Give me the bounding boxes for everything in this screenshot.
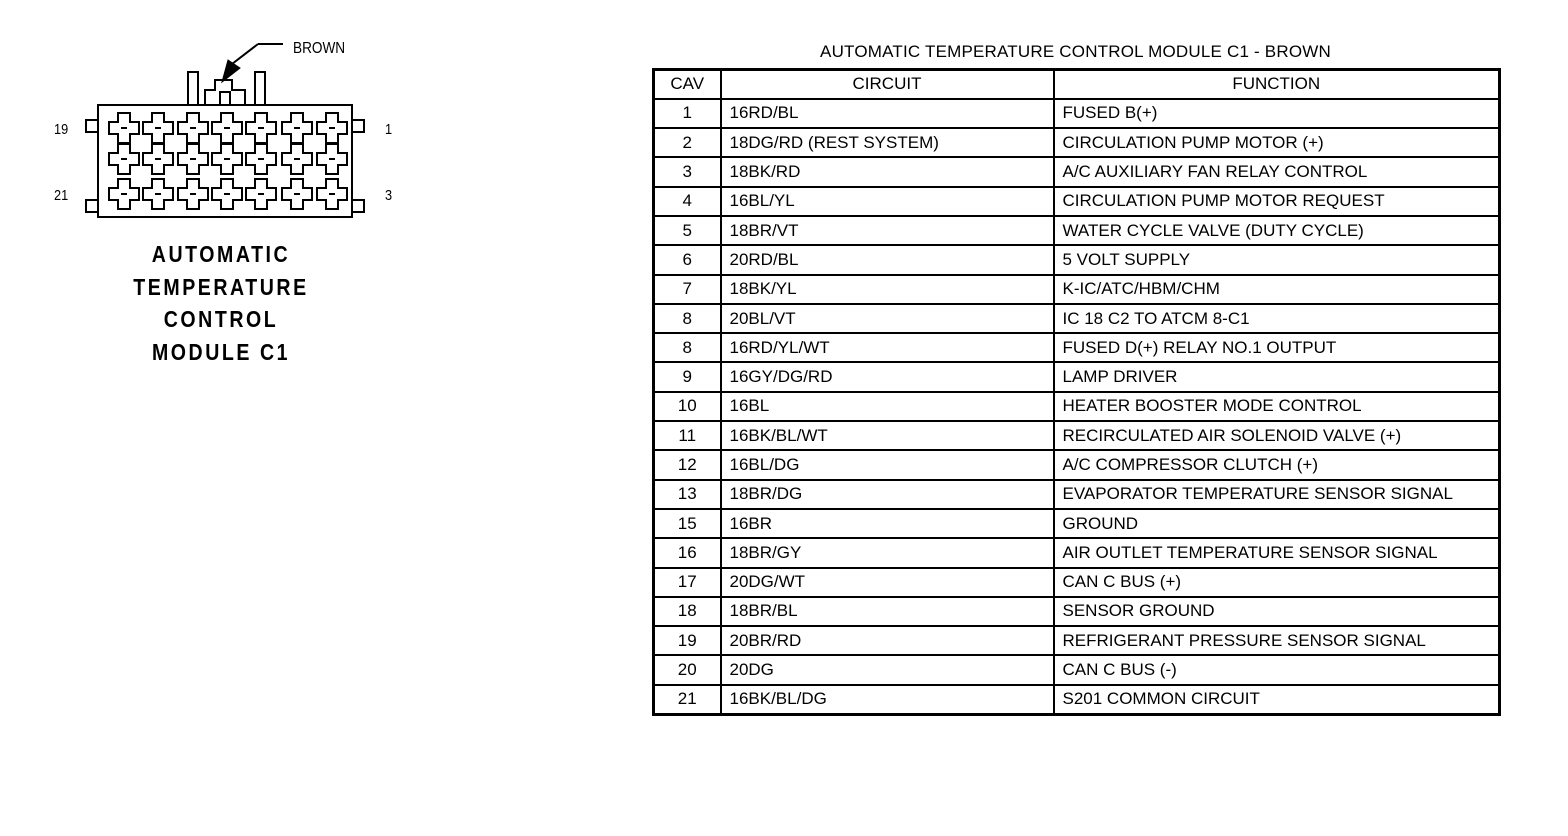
table-row — [654, 187, 1500, 216]
cell-circuit: 20DG — [721, 655, 1054, 684]
cell-circuit: 18BR/BL — [721, 597, 1054, 626]
cell-cav: 9 — [654, 362, 721, 391]
table-caption: AUTOMATIC TEMPERATURE CONTROL MODULE C1 - BROWN — [820, 42, 1331, 61]
leader-line-diagonal — [232, 44, 258, 64]
table-row — [654, 685, 1500, 714]
pin-label-bottom-right: 3 — [385, 187, 393, 204]
cell-function: FUSED D(+) RELAY NO.1 OUTPUT — [1054, 333, 1500, 362]
cell-circuit: 18BR/DG — [721, 480, 1054, 509]
cell-function: A/C AUXILIARY FAN RELAY CONTROL — [1054, 157, 1500, 186]
cell-circuit: 16BL/DG — [721, 450, 1054, 479]
pin-label-top-left: 19 — [54, 121, 69, 138]
header-circuit: CIRCUIT — [721, 70, 1054, 99]
cell-circuit: 16BL — [721, 392, 1054, 421]
cell-function: LAMP DRIVER — [1054, 362, 1500, 391]
table-row — [654, 392, 1500, 421]
cell-function: CAN C BUS (+) — [1054, 568, 1500, 597]
connector-title-line-4: MODULE C1 — [151, 338, 291, 365]
cell-cav: 21 — [654, 685, 721, 714]
table-row — [654, 128, 1500, 157]
connector-title — [122, 238, 319, 368]
cell-function: WATER CYCLE VALVE (DUTY CYCLE) — [1054, 216, 1500, 245]
header-cav: CAV — [654, 70, 721, 99]
cell-function: REFRIGERANT PRESSURE SENSOR SIGNAL — [1054, 626, 1500, 655]
cell-circuit: 20DG/WT — [721, 568, 1054, 597]
table-row — [654, 333, 1500, 362]
table-row — [654, 655, 1500, 684]
latch-post-left — [188, 72, 198, 105]
table-row — [654, 480, 1500, 509]
cell-circuit: 18DG/RD (REST SYSTEM) — [721, 128, 1054, 157]
cell-cav: 8 — [654, 333, 721, 362]
latch-key — [220, 92, 230, 105]
cell-circuit: 18BK/RD — [721, 157, 1054, 186]
table-header-row — [654, 70, 1500, 99]
cell-function: K-IC/ATC/HBM/CHM — [1054, 275, 1500, 304]
cell-function: CIRCULATION PUMP MOTOR (+) — [1054, 128, 1500, 157]
cell-function: AIR OUTLET TEMPERATURE SENSOR SIGNAL — [1054, 538, 1500, 567]
cell-circuit: 16RD/YL/WT — [721, 333, 1054, 362]
pin-label-bottom-left: 21 — [54, 187, 69, 204]
table-row — [654, 626, 1500, 655]
cell-circuit: 18BK/YL — [721, 275, 1054, 304]
table-row — [654, 362, 1500, 391]
cell-cav: 10 — [654, 392, 721, 421]
cell-function: SENSOR GROUND — [1054, 597, 1500, 626]
connector-face-drawing — [0, 0, 440, 240]
housing-ear-right-top — [352, 120, 364, 132]
leader-arrowhead — [222, 60, 240, 82]
connector-title-line-1: AUTOMATIC — [151, 241, 291, 267]
cell-circuit: 16GY/DG/RD — [721, 362, 1054, 391]
cell-function: HEATER BOOSTER MODE CONTROL — [1054, 392, 1500, 421]
cell-circuit: 20BL/VT — [721, 304, 1054, 333]
cell-cav: 12 — [654, 450, 721, 479]
cell-circuit: 16BL/YL — [721, 187, 1054, 216]
cell-cav: 19 — [654, 626, 721, 655]
pin-label-top-right: 1 — [385, 121, 393, 138]
table-row — [654, 597, 1500, 626]
housing-ear-left-top — [86, 120, 98, 132]
cell-cav: 18 — [654, 597, 721, 626]
cell-circuit: 16RD/BL — [721, 99, 1054, 128]
cell-function: CIRCULATION PUMP MOTOR REQUEST — [1054, 187, 1500, 216]
connector-diagram — [0, 0, 440, 400]
housing-ear-left-bottom — [86, 200, 98, 212]
cell-function: EVAPORATOR TEMPERATURE SENSOR SIGNAL — [1054, 480, 1500, 509]
cell-circuit: 16BK/BL/WT — [721, 421, 1054, 450]
cell-cav: 8 — [654, 304, 721, 333]
cell-circuit: 18BR/VT — [721, 216, 1054, 245]
cell-cav: 4 — [654, 187, 721, 216]
table-row — [654, 275, 1500, 304]
connector-title-line-2: TEMPERATURE — [133, 273, 309, 300]
cell-function: FUSED B(+) — [1054, 99, 1500, 128]
cell-circuit: 16BR — [721, 509, 1054, 538]
table-row — [654, 99, 1500, 128]
cell-cav: 7 — [654, 275, 721, 304]
table-row — [654, 509, 1500, 538]
cell-cav: 11 — [654, 421, 721, 450]
cell-cav: 1 — [654, 99, 721, 128]
cell-cav: 2 — [654, 128, 721, 157]
table-row — [654, 568, 1500, 597]
table-row — [654, 157, 1500, 186]
pinout-table — [652, 68, 1501, 716]
cell-function: RECIRCULATED AIR SOLENOID VALVE (+) — [1054, 421, 1500, 450]
header-function: FUNCTION — [1054, 70, 1500, 99]
cell-circuit: 20RD/BL — [721, 245, 1054, 274]
cell-function: A/C COMPRESSOR CLUTCH (+) — [1054, 450, 1500, 479]
table-row — [654, 245, 1500, 274]
cell-cav: 15 — [654, 509, 721, 538]
connector-title-line-3: CONTROL — [163, 306, 279, 332]
table-row — [654, 216, 1500, 245]
cell-circuit: 18BR/GY — [721, 538, 1054, 567]
cell-cav: 17 — [654, 568, 721, 597]
cell-circuit: 16BK/BL/DG — [721, 685, 1054, 714]
cell-cav: 5 — [654, 216, 721, 245]
cell-cav: 13 — [654, 480, 721, 509]
table-row — [654, 450, 1500, 479]
cell-cav: 6 — [654, 245, 721, 274]
cell-function: S201 COMMON CIRCUIT — [1054, 685, 1500, 714]
cell-cav: 16 — [654, 538, 721, 567]
cell-function: IC 18 C2 TO ATCM 8-C1 — [1054, 304, 1500, 333]
cell-cav: 20 — [654, 655, 721, 684]
cell-function: 5 VOLT SUPPLY — [1054, 245, 1500, 274]
table-row — [654, 538, 1500, 567]
cell-function: CAN C BUS (-) — [1054, 655, 1500, 684]
housing-ear-right-bottom — [352, 200, 364, 212]
cell-cav: 3 — [654, 157, 721, 186]
table-row — [654, 421, 1500, 450]
latch-post-right — [255, 72, 265, 105]
cell-function: GROUND — [1054, 509, 1500, 538]
cell-circuit: 20BR/RD — [721, 626, 1054, 655]
connector-color-label: BROWN — [293, 40, 346, 57]
table-row — [654, 304, 1500, 333]
